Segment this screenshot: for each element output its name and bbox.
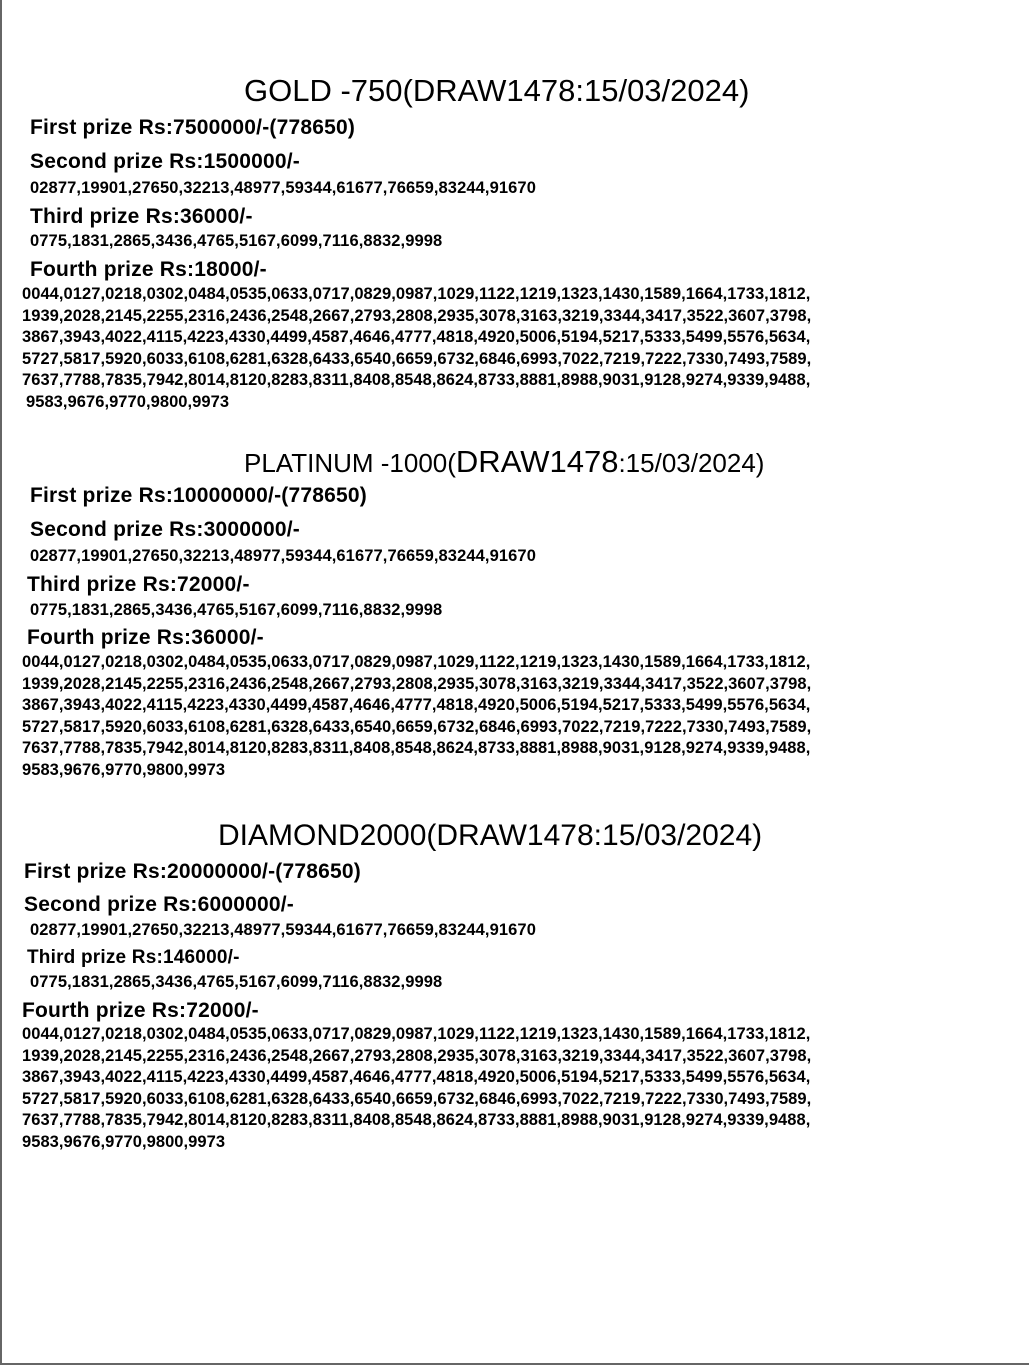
diamond-third-prize-numbers: 0775,1831,2865,3436,4765,5167,6099,7116,8832,9998 xyxy=(30,973,443,991)
number-line: 3867,3943,4022,4115,4223,4330,4499,4587,4646,4777,4818,4920,5006,5194,5217,5333,5499,5576,5634, xyxy=(22,1068,811,1086)
platinum-section-title xyxy=(244,444,764,480)
number-line: 9583,9676,9770,9800,9973 xyxy=(22,1132,226,1151)
number-line: 1939,2028,2145,2255,2316,2436,2548,2667,2793,2808,2935,3078,3163,3219,3344,3417,3522,3607,3798, xyxy=(22,1046,812,1065)
number-line: 0044,0127,0218,0302,0484,0535,0633,0717,0829,0987,1029,1122,1219,1323,1430,1589,1664,1733,1812, xyxy=(22,285,811,303)
platinum-title-part: PLATINUM -1000( xyxy=(244,448,456,478)
number-line: 1939,2028,2145,2255,2316,2436,2548,2667,2793,2808,2935,3078,3163,3219,3344,3417,3522,3607,3798, xyxy=(22,306,812,325)
number-line: 7637,7788,7835,7942,8014,8120,8283,8311,8408,8548,8624,8733,8881,8988,9031,9128,9274,9339,9488, xyxy=(22,739,811,757)
gold-fourth-prize-numbers xyxy=(22,284,811,413)
number-line: 9583,9676,9770,9800,9973 xyxy=(26,392,230,411)
diamond-second-prize-numbers: 02877,19901,27650,32213,48977,59344,61677,76659,83244,91670 xyxy=(30,921,536,939)
platinum-fourth-prize: Fourth prize Rs:36000/- xyxy=(27,626,264,649)
gold-second-prize-numbers: 02877,19901,27650,32213,48977,59344,61677,76659,83244,91670 xyxy=(30,179,536,197)
number-line: 0044,0127,0218,0302,0484,0535,0633,0717,0829,0987,1029,1122,1219,1323,1430,1589,1664,1733,1812, xyxy=(22,653,811,671)
number-line: 3867,3943,4022,4115,4223,4330,4499,4587,4646,4777,4818,4920,5006,5194,5217,5333,5499,5576,5634, xyxy=(22,328,811,346)
platinum-third-prize-numbers: 0775,1831,2865,3436,4765,5167,6099,7116,8832,9998 xyxy=(30,601,443,619)
diamond-section-title: DIAMOND2000(DRAW1478:15/03/2024) xyxy=(218,819,763,852)
platinum-second-prize-numbers: 02877,19901,27650,32213,48977,59344,61677,76659,83244,91670 xyxy=(30,547,536,565)
gold-fourth-prize: Fourth prize Rs:18000/- xyxy=(30,258,267,281)
gold-section-title: GOLD -750(DRAW1478:15/03/2024) xyxy=(244,73,750,108)
number-line: 5727,5817,5920,6033,6108,6281,6328,6433,6540,6659,6732,6846,6993,7022,7219,7222,7330,7493,7589, xyxy=(22,349,812,368)
platinum-title-part: :15/03/2024) xyxy=(618,448,765,478)
platinum-second-prize: Second prize Rs:3000000/- xyxy=(30,518,300,541)
gold-second-prize: Second prize Rs:1500000/- xyxy=(30,150,300,173)
diamond-second-prize: Second prize Rs:6000000/- xyxy=(24,893,294,916)
gold-third-prize: Third prize Rs:36000/- xyxy=(30,205,253,228)
number-line: 5727,5817,5920,6033,6108,6281,6328,6433,6540,6659,6732,6846,6993,7022,7219,7222,7330,7493,7589, xyxy=(22,1089,812,1108)
platinum-fourth-prize-numbers xyxy=(22,652,811,781)
diamond-third-prize: Third prize Rs:146000/- xyxy=(27,947,240,968)
number-line: 7637,7788,7835,7942,8014,8120,8283,8311,8408,8548,8624,8733,8881,8988,9031,9128,9274,9339,9488, xyxy=(22,371,811,389)
gold-third-prize-numbers: 0775,1831,2865,3436,4765,5167,6099,7116,8832,9998 xyxy=(30,232,443,250)
platinum-third-prize: Third prize Rs:72000/- xyxy=(27,573,250,596)
number-line: 1939,2028,2145,2255,2316,2436,2548,2667,2793,2808,2935,3078,3163,3219,3344,3417,3522,3607,3798, xyxy=(22,674,812,693)
diamond-fourth-prize: Fourth prize Rs:72000/- xyxy=(22,999,259,1022)
number-line: 0044,0127,0218,0302,0484,0535,0633,0717,0829,0987,1029,1122,1219,1323,1430,1589,1664,1733,1812, xyxy=(22,1025,811,1043)
platinum-title-part: DRAW1478 xyxy=(455,444,619,479)
diamond-first-prize: First prize Rs:20000000/-(778650) xyxy=(24,860,361,883)
number-line: 7637,7788,7835,7942,8014,8120,8283,8311,8408,8548,8624,8733,8881,8988,9031,9128,9274,9339,9488, xyxy=(22,1111,811,1129)
number-line: 9583,9676,9770,9800,9973 xyxy=(22,760,226,779)
diamond-fourth-prize-numbers xyxy=(22,1024,811,1153)
gold-first-prize: First prize Rs:7500000/-(778650) xyxy=(30,116,356,139)
number-line: 5727,5817,5920,6033,6108,6281,6328,6433,6540,6659,6732,6846,6993,7022,7219,7222,7330,7493,7589, xyxy=(22,717,812,736)
number-line: 3867,3943,4022,4115,4223,4330,4499,4587,4646,4777,4818,4920,5006,5194,5217,5333,5499,5576,5634, xyxy=(22,696,811,714)
platinum-first-prize: First prize Rs:10000000/-(778650) xyxy=(30,484,367,507)
